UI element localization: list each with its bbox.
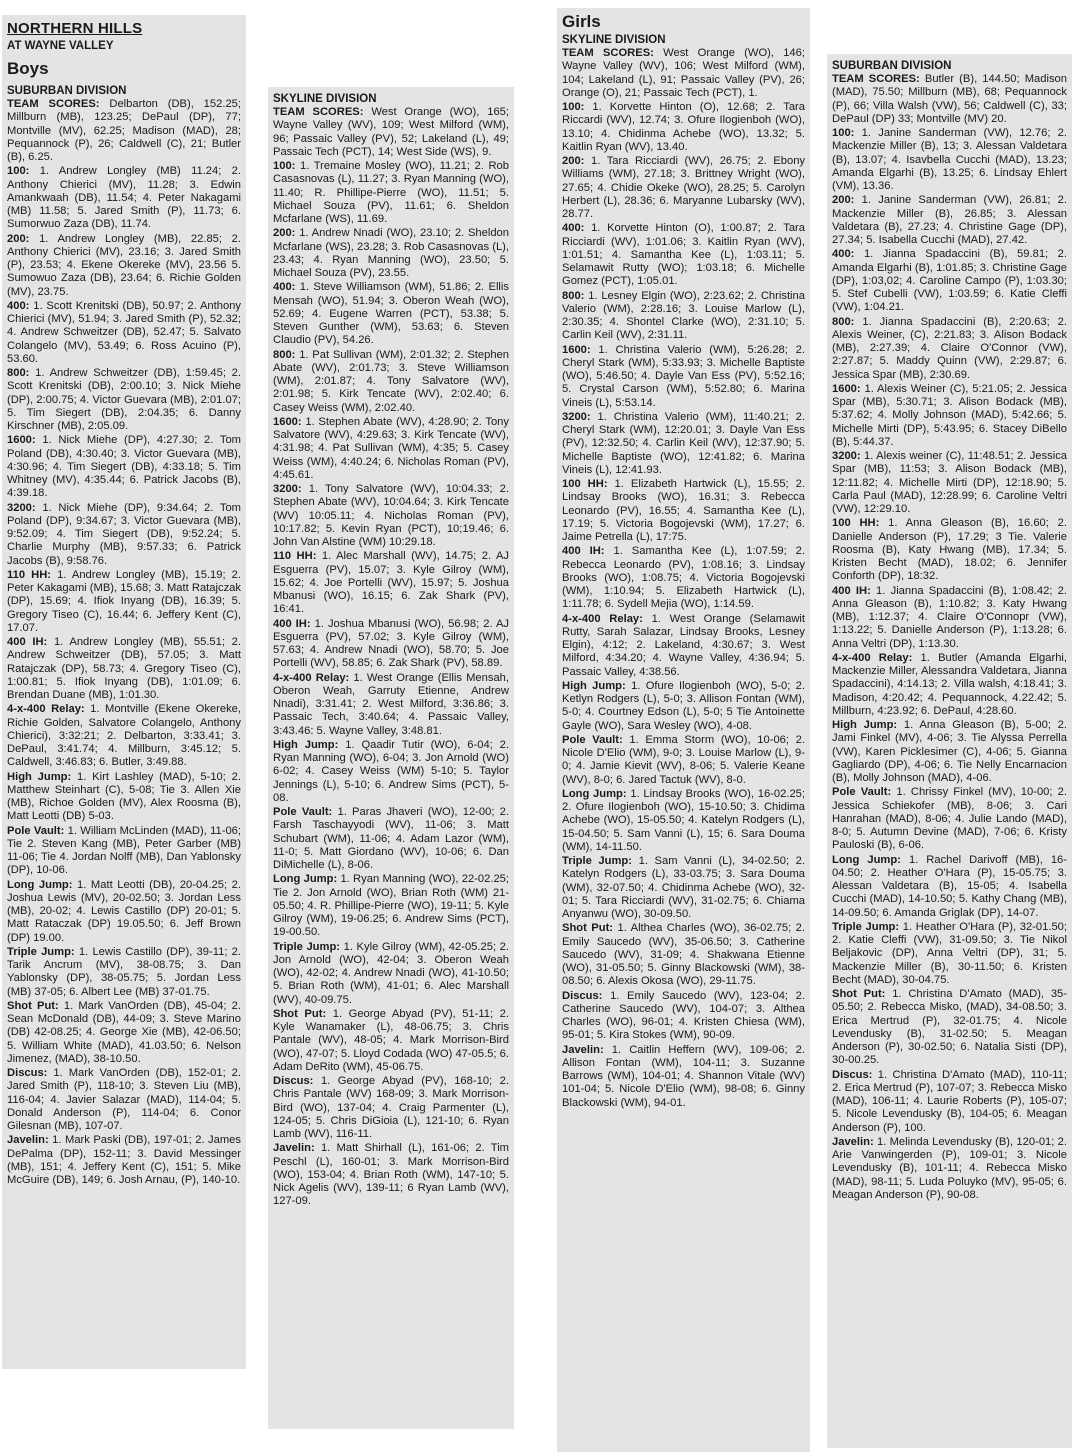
event-label: 110 HH: [273,550,317,563]
event-text: 1. Joshua Mbanusi (WO), 56.98; 2. AJ Esguerra (PV), 57.02; 3. Kyle Gilroy (WM), 57.63; 4. Andrew Nnadi (WO), 58.70; 5. Joe Portelli (WV), 58.85; 6. Zak Shark (PV), 58.89. [273,617,510,670]
event-label: 100: [273,160,296,172]
event-text: 1. Ofure Ilogienboh (WO), 5-0; 2. Ketlyn Rodgers (L), 5-0; 3. Allison Fontan (WM), 5-0; 4. Courtney Edson (L), 5-0; 5 Tie Antoinette Gayle (WO), Sara Wesley (WO), 4-08. [562,679,806,732]
event-result [832,921,1067,987]
event-text: 1. Jianna Spadaccini (B), 2:20.63; 2. Alexis Weiner, (C), 2:21.83; 3. Alison Bodack (MB), 2:27.39; 4. Claire O'Connor (VW), 2:27.87; 5. Maddy Quinn (VW), 2:29.87; 6. Jessica Spar (MB), 2:30.69. [832,315,1068,381]
event-result [273,349,509,415]
event-label: 3200: [7,501,36,514]
event-result [832,450,1067,516]
event-label: 100: [7,165,30,178]
event-label: 110 HH: [7,568,51,581]
boys-suburban-clipping [2,15,246,1369]
event-result [273,739,509,805]
event-text: 1. Ryan Manning (WO), 22-02.25; Tie 2. Jon Arnold (WO), Brian Roth (WM) 21-05.50; 4. R. Phillipe-Pierre (WO), 19-11; 5. Kyle Gilroy (WM), 19-06.25; 6. Andrew Sims (PCT), 19-00.50. [273,873,509,939]
event-result [562,855,805,921]
event-result [273,941,509,1007]
event-result [832,127,1067,193]
event-text: Delbarton (DB), 152.25; Millburn (MB), 123.25; DePaul (DP), 77; Montville (MV), 62.25; Madison (MAD), 28; Pequannock (P), 26; Caldwell (C), 21; Butler (B), 6.25. [7,98,242,163]
event-text: 1. Korvette Hinton (O), 12.68; 2. Tara Riccardi (WV), 12.74; 3. Ofure Ilogienboh (WO), 13.10; 4. Chidinma Achebe (WO), 13.32; 5. Kaitlin Ryan (WV), 13.40. [562,101,805,153]
event-result [273,550,509,616]
event-label: Long Jump: [832,853,901,866]
event-label: High Jump: [7,770,72,783]
event-label: Discus: [832,1068,873,1081]
event-result [7,367,241,433]
event-result [273,227,509,280]
event-label: 200: [273,227,296,240]
event-result [273,672,509,738]
event-text: 1. West Orange (Ellis Mensah, Oberon Weah, Garruty Etienne, Andrew Nnadi), 3:31.41; 2. West Milford, 3:36.86; 3. Passaic Tech, 3:40.64; 4. Passaic Valley, 3:43.46: 5. Wayne Valley, 3:48.81. [273,671,510,737]
event-label: High Jump: [562,679,626,692]
event-text: 1. Matt Shirhall (L), 161-06; 2. Tim Peschl (L), 160-01; 3. Mark Morrison-Bird (WO), 153-04; 4. Brian Roth (WM), 147-10; 5. Nick Agelis (WV), 139-11; 6 Ryan Lamb (WV), 127-09. [273,1142,509,1208]
event-text: 1. Heather O'Hara (P), 32-01.50; 2. Katie Cleffi (VW), 31-09.50; 3. Tie Nikol Beljakovic (DP), Anna Veltri (DP), 31; 5. Mackenzie Miller (B), 30-11.50; 6. Kristen Becht (MAD), 30-04.75. [832,920,1068,986]
event-result [562,101,805,154]
event-result [562,47,805,100]
event-results [7,98,241,1187]
event-result [273,281,509,347]
event-label: Javelin: [273,1142,315,1155]
event-text: 1. Melinda Levendusky (B), 120-01; 2. Arie Vanwingerden (P), 109-01; 3. Nicole Levendusky (B), 101-11; 4. Rebecca Misko (MAD), 98-11; 5. Luda Poluyko (MV), 95-05; 6. Meagan Anderson (P), 90-08. [832,1135,1067,1201]
event-result [7,636,241,702]
event-label: Pole Vault: [832,786,892,799]
event-label: 800: [832,315,855,328]
event-label: 800: [273,348,296,361]
event-label: Pole Vault: [7,824,65,837]
event-label: High Jump: [273,738,339,751]
event-text: 1. Christina D'Amato (MAD), 110-11; 2. Erica Mertrud (P), 107-07; 3. Rebecca Misko (MAD), 106-11; 4. Laurie Roberts (P), 105-07; 5. Nicole Levendusky (B), 104-05; 6. Meagan Anderson (P), 100. [832,1068,1068,1134]
event-label: 3200: [832,450,861,462]
event-label: 400: [562,222,585,235]
event-result [7,233,241,299]
event-label: Triple Jump: [832,920,900,933]
event-result [832,719,1067,785]
event-text: 1. Mark VanOrden (DB), 45-04; 2. Sean McDonald (DB), 44-09; 3. Steve Marino (DB) 42-08.25; 4. George Xie (MB), 42-06.50; 5. William White (MAD), 41.03.50; 6. Nelson Jimenez, (MAD), 38-10.50. [7,999,241,1065]
event-text: 1. Stephen Abate (WV), 4:28.90; 2. Tony Salvatore (WV), 4:29.63; 3. Kirk Tencate (WV), 4:31.98; 4. Pat Sullivan (WM), 4:35; 5. Casey Weiss (WM), 4:40.24; 6. Nicholas Roman (PV), 4:45.61. [273,415,509,481]
event-text: 1. Montville (Ekene Okereke, Richie Golden, Salvatore Colangelo, Anthony Chierici), 3:32:21; 2. Delbarton, 3:33.41; 3. DePaul, 3:41.74; 4. Millburn, 3:45.12; 5. Caldwell, 3:46.83; 6. Butler, 3:49.88. [7,703,242,769]
girls-suburban-clipping [827,54,1072,1448]
division-heading: SUBURBAN DIVISION [7,85,127,97]
event-text: 1. Tara Ricciardi (WV), 26.75; 2. Ebony Williams (WM), 27.18; 3. Brittney Wright (WO), 27.65; 4. Chidie Okeke (WO), 28.25; 5. Carolyn Herbert (L), 28.36; 6. Maryanne Lubarsky (WV), 28.77. [562,155,806,220]
event-text: 1. Qaadir Tutir (WO), 6-04; 2. Ryan Manning (WO), 6-04; 3. Jon Arnold (WO) 6-02; 4. Casey Weiss (WM) 5-10; 5. Taylor Jennings (L), 5-10; 6. Andrew Sims (PCT), 5-08. [273,738,510,804]
event-label: 100: [562,101,585,113]
event-label: 3200: [273,483,302,495]
event-text: 1. Kirt Lashley (MAD), 5-10; 2. Matthew Steinhart (C), 5-08; Tie 3. Allen Xie (MB), Richoe Golden (MV), Alex Roosma (B), Matt Leotti (DB) 5-03. [7,770,242,823]
event-text: 1. Lesney Elgin (WO), 2:23.62; 2. Christina Valerio (WM), 2:28.16; 3. Louise Marlow (L), 2:30.35; 4. Shontel Clarke (WO), 2:31.10; 5. Carlin Keil (WV), 2:31.11. [562,289,805,342]
event-result [562,411,805,477]
event-text: 1. Elizabeth Hartwick (L), 15.55; 2. Lindsay Brooks (WO), 16.31; 3. Rebecca Leonardo (PV), 16.55; 4. Samantha Kee (L), 17.19; 5. Victoria Bogojevski (WM), 17.27; 6. Jaime Petrella (L), 17:75. [562,478,805,543]
event-result [562,155,805,221]
event-label: 400 IH: [7,636,48,648]
event-label: 200: [562,155,585,167]
event-result [273,1075,509,1141]
event-label: 200: [832,194,855,207]
event-result [273,1008,509,1074]
event-text: 1. Pat Sullivan (WM), 2:01.32; 2. Stephen Abate (WV), 2:01.73; 3. Steve Williamson (WM), 2:01.87; 4. Tony Salvatore (WV), 2:01.98; 5. Kirk Tencate (WV), 2:02.40; 6. Casey Weiss (WM), 2:02.40. [273,348,509,414]
event-label: 4-x-400 Relay: [562,612,643,625]
event-text: 1. Andrew Longley (MB), 22.85; 2. Anthony Chierici (MV), 23.16; 3. Jared Smith (P), 23.53; 4. Ekene Okereke (MV), 23.56 5. Sumowuo Zaza (DB), 23.64; 6. Richie Golden (MV), 23.75. [7,232,242,298]
event-text: Butler (B), 144.50; Madison (MAD), 75.50; Millburn (MB), 68; Pequannock (P), 66; Villa Walsh (VW), 56; Caldwell (C), 33; DePaul (DP) 33; Montville (MV) 20. [832,73,1067,125]
event-label: 1600: [273,415,302,428]
event-text: 1. Alec Marshall (WV), 14.75; 2. AJ Esguerra (PV), 15.07; 3. Kyle Gilroy (WM), 15.62; 4. Joe Portelli (WV), 15.97; 5. Joshua Mbanusi (WO), 16.15; 6. Zak Shark (PV), 16:41. [273,550,509,616]
event-result [7,98,241,164]
event-text: 1. Tony Salvatore (WV), 10:04.33; 2. Stephen Abate (WV), 10:04.64; 3. Kirk Tencate (WV) 10:05.11; 4. Nicholas Roman (PV), 10:17.82; 5. Kevin Ryan (PCT), 10;19.46; 6. John Van Alstine (WM) 10:29.18. [273,483,509,548]
event-text: 1. Alexis Weiner (C), 5:21.05; 2. Jessica Spar (MB), 5:30.71; 3. Alison Bodack (MB), 5:37.62; 4. Molly Johnson (MAD), 5:42.66; 5. Michelle Mirti (DP), 5:43.95; 6. Stacey DiBello (B), 5:44.37. [832,382,1067,448]
event-label: 400 IH: [832,584,871,597]
event-label: Shot Put: [273,1007,327,1020]
boys-skyline-clipping [268,87,514,1429]
meet-location: AT WAYNE VALLEY [7,40,114,52]
event-label: 1600: [562,343,591,356]
event-text: 1. Christina Valerio (WM), 5:26.28; 2. Cheryl Stark (WM), 5:33.93; 3. Michelle Baptiste (WO), 5:46.50; 4. Dayle Van Ess (PV), 5:52.16; 5. Crystal Carson (WM), 5:52.80; 6. Marina Vineis (L), 5:53.14. [562,343,806,409]
event-text: 1. Christina D'Amato (MAD), 35-05.50; 2. Rebecca Misko, (MAD), 34-08.50; 3. Erica Mertrud (P), 32-01.75; 4. Nicole Levendusky (B), 31-02.50; 5. Meagan Anderson (P), 30-02.50; 6. Natalia Sisti (DP), 30-00.25. [832,988,1067,1067]
event-text: 1. Lewis Castillo (DP), 39-11; 2. Tarik Ancrum (MV), 38-08.75; 3. Dan Yablonsky (DP), 38-05.75; 5. Jordan Less (MB) 37-05; 6. Albert Lee (MB) 37-01.75. [7,945,242,998]
event-text: 1. Nick Miehe (DP), 4:27.30; 2. Tom Poland (DB), 4:30.40; 3. Victor Guevara (MB), 4:30.96; 4. Tim Siegert (DB), 4:33.18; 5. Tim Whitney (MV), 4:35.44; 6. Patrick Jacobs (B), 4:39.18. [7,434,241,500]
event-label: Triple Jump: [273,940,341,953]
event-label: Discus: [273,1075,314,1087]
event-text: 1. Matt Leotti (DB), 20-04.25; 2. Joshua Lewis (MV), 20-02.50; 3. Jordan Less (MB), 20-02; 4. Lewis Castillo (DP) 20-01; 5. Matt Rataczak (DP) 19.05.50; 6. Jeff Brown (DP) 19.00. [7,878,241,944]
event-label: 4-x-400 Relay: [7,703,85,716]
event-result [7,1067,241,1133]
event-text: 1. Mark Paski (DB), 197-01; 2. James DePalma (DP), 152-11; 3. David Messinger (MB), 151; 4. Jeffery Kent (C), 151; 5. Mike McGuire (DB), 149; 6. Josh Arnau, (P), 140-10. [7,1134,241,1186]
event-result [832,316,1067,382]
event-text: 1. Steve Williamson (WM), 51.86; 2. Ellis Mensah (WO), 51.94; 3. Oberon Weah (WO), 52.69; 4. Eugene Warren (PCT), 53.38; 5. Steven Gunther (WM), 53.63; 6. Steven Claudio (PV), 54.26. [273,281,509,347]
event-result [562,613,805,679]
event-result [832,517,1067,583]
event-result [832,1136,1067,1202]
event-text: 1. Anna Gleason (B), 16.60; 2. Danielle Anderson (P), 17.29; 3 Tie. Valerie Roosma (B), Katy Hwang (MB), 17.34; 5. Kristen Becht (MAD), 18.02; 6. Jennifer Conforth (DP), 18:32. [832,517,1067,583]
event-result [562,344,805,410]
event-label: Shot Put: [7,999,59,1012]
event-label: 200: [7,232,30,245]
meet-title: NORTHERN HILLS [7,20,143,37]
division-heading: SKYLINE DIVISION [273,93,377,105]
event-text: 1. Andrew Nnadi (WO), 23.10; 2. Sheldon Mcfarlane (WS), 23.28; 3. Rob Casasnovas (L), 23.43; 4. Ryan Manning (WO), 23.50; 5. Michael Souza (PV), 23.55. [273,227,510,279]
division-heading: SKYLINE DIVISION [562,34,666,46]
event-result [562,222,805,288]
event-result [562,734,805,787]
event-label: Pole Vault: [562,733,623,746]
event-text: 1. Andrew Longley (MB), 15.19; 2. Peter Kakagami (MB), 15.68; 3. Matt Ratajczak (DP), 15.69; 4. Ifiok Inyang (DB), 16.39; 5. Gregory Tiseo (C), 16.44; 6. Jeffery Kent (C), 17.07. [7,568,242,634]
event-result [562,922,805,988]
event-text: 1. Christina Valerio (WM), 11:40.21; 2. Cheryl Stark (WM), 12:20.01; 3. Dayle Van Ess (PV), 12:32.50; 4. Carlin Keil (WV), 12:37.90; 5. Michelle Baptiste (WO), 12:41.82; 6. Marina Vineis (L), 12:41.93. [562,410,805,476]
event-text: 1. Andrew Longley (MB), 55.51; 2. Andrew Schweitzer (DB), 57.05; 3. Matt Ratajczak (DP), 58.73; 4. Gregory Tiseo (C), 1:00.81; 5. Ifiok Inyang (DB), 1:01.09; 6. Brendan Duane (MB), 1:01.30. [7,636,241,701]
event-label: 4-x-400 Relay: [273,671,350,684]
event-label: 400 IH: [273,617,311,630]
event-result [7,1000,241,1066]
event-result [273,806,509,872]
event-text: 1. Sam Vanni (L), 34-02.50; 2. Katelyn Rodgers (L), 33-03.75; 3. Sara Douma (WM), 32-07.50; 4. Chidinma Achebe (WO), 32-01; 5. Tara Ricciardi (WV), 31-02.75; 6. Chiama Anyanwu (WO), 30-09.50. [562,855,806,920]
event-text: 1. Tremaine Mosley (WO), 11.21; 2. Rob Casasnovas (L), 11.27; 3. Ryan Manning (WO), 11.40; R. Phillipe-Pierre (WO), 11.51; 5. Michael Souza (PV), 11.61; 6. Sheldon Mcfarlane (WS), 11.69. [273,160,509,225]
event-result [7,771,241,824]
event-label: 100: [832,127,855,139]
event-text: 1. Chrissy Finkel (MV), 10-00; 2. Jessica Schiekofer (MB), 8-06; 3. Cari Hanrahan (MAD), 8-06; 4. Julie Lando (MAD), 8-0; 5. Autumn Devine (MAD), 7-06; 6. Kristy Pauloski (B), 6-06. [832,786,1067,852]
event-result [273,618,509,671]
event-text: 1. Caitlin Heffern (WV), 109-06; 2. Allison Fontan (WM), 104-11; 3. Suzanne Barrows (WM), 104-01; 4. Shannon Vitale (WV) 101-04; 5. Nicole D'Elio (WM), 98-08; 6. Ginny Blackowski (WM), 94-01. [562,1043,805,1109]
event-result [562,1044,805,1110]
event-result [7,165,241,231]
event-result [273,1142,509,1208]
event-label: TEAM SCORES: [562,47,654,59]
event-text: 1. Emma Storm (WO), 10-06; 2. Nicole D'Elio (WM), 9-0; 3. Louise Marlow (L), 9-0; 4. Jamie Kievit (WV), 8-06; 5. Valerie Keane (WV), 8-0; 6. Jared Tactuk (WV), 8-0. [562,733,805,786]
event-result [7,434,241,500]
event-text: West Orange (WO), 165; Wayne Valley (WV), 109; West Milford (WM), 96; Passaic Valley (PV), 52; Lakeland (L), 49; Passaic Tech (PCT), 14; West Side (WS), 9. [273,106,509,158]
event-result [273,106,509,159]
event-result [7,569,241,635]
event-label: Long Jump: [562,787,627,800]
event-text: 1. George Abyad (PV), 51-11; 2. Kyle Wanamaker (L), 48-06.75; 3. Chris Pantale (WV), 48-05; 4. Mark Morrison-Bird (WO), 47-07; 5. Lloyd Codada (WO) 47-05.5; 6. Adam DeRito (WM), 45-06.75. [273,1007,509,1073]
division-heading: SUBURBAN DIVISION [832,60,952,72]
event-result [562,545,805,611]
event-label: Discus: [7,1067,48,1079]
event-result [273,416,509,482]
event-label: Triple Jump: [7,945,75,958]
event-result [7,879,241,945]
event-result [562,478,805,544]
event-label: 400 IH: [562,545,605,558]
event-text: 1. Mark VanOrden (DB), 152-01; 2. Jared Smith (P), 118-10; 3. Steven Liu (MB), 116-04; 4. Javier Salazar (MAD), 114-04; 5. Donald Anderson (P), 114-04; 6. Conor Gilesnan (MB), 107-07. [7,1067,242,1132]
event-text: 1. Althea Charles (WO), 36-02.75; 2. Emily Saucedo (WV), 35-06.50; 3. Catherine Saucedo (WV), 31-09; 4. Shakwana Etienne (WO), 31-05.50; 5. Ginny Blackowski (WM), 38-08.50; 6. Alexis Okosa (WO), 29-11.75. [562,922,806,988]
event-result [832,585,1067,651]
event-result [7,946,241,999]
event-text: 1. Paras Jhaveri (WO), 12-00; 2. Farsh Taschayyodi (WV), 11-06; 3. Matt Schubart (WM), 11-06; 4. Adam Lazor (WM), 11-0; 5. Matt Giordano (WV), 10-06; 6. Dan DiMichelle (L), 8-06. [273,806,509,871]
event-text: 1. Samantha Kee (L), 1:07.59; 2. Rebecca Leonardo (PV), 1:08.16; 3. Lindsay Brooks (WO), 1:08.75; 4. Victoria Bogojevski (WM), 1:10.94; 5. Elizabeth Hartwick (L), 1:11.78; 6. Sydell Mejia (WO), 1:14.59. [562,545,806,611]
event-result [832,652,1067,718]
event-result [832,383,1067,449]
event-text: 1. Andrew Longley (MB) 11.24; 2. Anthony Chierici (MV), 11.28; 3. Edwin Amankwaah (DB), 11.54; 4. Peter Nakagami (MB) 11.58; 5. Jared Smith (P), 11.73; 6. Sumorwuo Zaza (DB), 11.74. [7,165,241,231]
event-results [273,106,509,1209]
event-label: Shot Put: [562,922,614,935]
event-text: 1. West Orange (Selamawit Rutty, Sarah Salazar, Lindsay Brooks, Lesney Elgin), 4:12; 2. Lakeland, 4:30.67; 3. West Milford, 4:34.20; 4. Wayne Valley, 4:36.94; 5. Passaic Valley, 4:38.56. [562,612,805,678]
event-result [562,290,805,343]
event-text: 1. Kyle Gilroy (WM), 42-05.25; 2. Jon Arnold (WO), 42-04; 3. Oberon Weah (WO), 42-02; 4. Andrew Nnadi (WO), 41-10.50; 5. Brian Roth (WM), 41-01; 6. Alec Marshall (WV), 40-09.75. [273,940,509,1006]
event-text: 1. Janine Sanderman (VW), 12.76; 2. Mackenzie Miller (B), 13; 3. Alessan Valdetara (B), 13.07; 4. Isavbella Cucchi (MAD), 13.23; Amanda Elgarhi (B), 13.25; 6. Lindsay Ehlert (VM), 13.36. [832,127,1067,192]
event-result [7,825,241,878]
event-label: Triple Jump: [562,855,632,867]
event-text: 1. George Abyad (PV), 168-10; 2. Chris Pantale (WV) 168-09; 3. Mark Morrison-Bird (WO), 137-04; 4. Craig Parmenter (L), 124-05; 5. Chris DiGioia (L), 121-10; 6. Ryan Lamb (WV), 116-11. [273,1075,509,1140]
event-result [7,502,241,568]
event-label: 1600: [7,434,36,447]
event-label: 400: [7,299,30,312]
event-text: 1. Korvette Hinton (O), 1:00.87; 2. Tara Ricciardi (WV), 1:01.06; 3. Kaitlin Ryan (WV), 1:01.51; 4. Samantha Kee (L), 1:03.11; 5. Selamawit Rutty (WO); 1:03.18; 6. Michelle Gomez (PCT), 1:05.01. [562,222,805,288]
girls-heading: Girls [562,12,601,31]
event-label: Long Jump: [7,878,73,891]
event-result [273,873,509,939]
event-label: TEAM SCORES: [7,98,100,110]
event-result [562,788,805,854]
event-text: 1. Jianna Spadaccini (B), 59.81; 2. Amanda Elgarhi (B), 1:01.85; 3. Christine Gage (DP), 1:03,02; 4. Caroline Campo (P), 1:03.30; 5. Stef Cubelli (VW), 1:03.59; 6. Katie Cleffi (VW), 1:04.21. [832,248,1068,314]
event-label: TEAM SCORES: [273,106,364,118]
event-result [273,160,509,226]
event-result [7,703,241,769]
event-label: 400: [273,281,296,294]
event-result [832,73,1067,126]
event-result [832,988,1067,1068]
event-text: 1. Lindsay Brooks (WO), 16-02.25; 2. Ofure Ilogienboh (WO), 15-10.50; 3. Chidima Achebe (WO), 15-05.50; 4. Katelyn Rodgers (L), 15-04.50; 5. Sam Vanni (L), 15; 6. Sara Douma (WM), 14-11.50. [562,787,805,853]
girls-skyline-clipping [557,8,810,1452]
event-label: 400: [832,248,855,261]
event-result [832,786,1067,852]
event-text: West Orange (WO), 146; Wayne Valley (WV), 106; West Milford (WM), 104; Lakeland (L), 91; Passaic Valley (PV), 26; Orange (O), 21; Passaic Tech (PCT), 1. [562,47,805,99]
event-result [7,300,241,366]
event-result [832,194,1067,247]
event-results [562,47,805,1110]
event-text: 1. Andrew Schweitzer (DB), 1:59.45; 2. Scott Krenitski (DB), 2:00.10; 3. Nick Miehe (DP), 2:00.75; 4. Victor Guevara (MB), 2:01.07; 5. Tim Siegert (DB), 2:04.35; 6. Danny Kirschner (MB), 2:05.09. [7,367,242,432]
event-label: Pole Vault: [273,806,333,818]
event-label: 3200: [562,410,591,423]
event-result [832,248,1067,314]
event-text: 1. Anna Gleason (B), 5-00; 2. Jami Finkel (MV), 4-06; 3. Tie Alyssa Perrella (VW), Karen Picklesimer (C), 4-06; 5. Gianna Gagliardo (DP), 4-06; 6. Tie Nelly Encarnacion (B), Molly Johnson (MAD), 4-06. [832,719,1068,784]
event-label: Shot Put: [832,988,886,1000]
event-result [832,854,1067,920]
event-label: 4-x-400 Relay: [832,651,913,664]
event-text: 1. Rachel Darivoff (MB), 16-04.50; 2. Heather O'Hara (P), 15-05.75; 3. Alessan Valdetara (B), 15-05; 4. Isabella Cucchi (MAD), 14-10.50; 5. Kathy Chang (MB), 14-09.50; 6. Amanda Griglak (DP), 14-07. [832,853,1067,919]
event-text: 1. Butler (Amanda Elgarhi, Mackenzie Miller, Alessandra Valdetara, Jianna Spadaccini), 4:14.13; 2. Villa walsh, 4:18.41; 3. Madison, 4:20.42; 4. Pequannock, 4.22.42; 5. Millburn, 4:23.92; 6. DePaul, 4:28.60. [832,651,1068,717]
event-label: TEAM SCORES: [832,73,920,85]
event-label: High Jump: [832,719,898,731]
event-result [562,990,805,1043]
boys-heading: Boys [7,59,49,78]
event-result [562,680,805,733]
event-result [832,1069,1067,1135]
event-text: 1. William McLinden (MAD), 11-06; Tie 2. Steven Kang (MB), Peter Garber (MB) 11-06; Tie 4. Jordan Nolff (MB), Dan Yablonsky (DP), 10-06. [7,824,242,877]
event-text: 1. Nick Miehe (DP), 9:34.64; 2. Tom Poland (DP), 9:34.67; 3. Victor Guevara (MB), 9:52.09; 4. Tim Siegert (DB), 9:52.24; 5. Charlie Murphy (MB), 9:57.33; 6. Patrick Jacobs (B), 9:58.76. [7,501,241,567]
event-label: 100 HH: [832,517,880,530]
event-label: 800: [562,289,585,302]
event-text: 1. Jianna Spadaccini (B), 1:08.42; 2. Anna Gleason (B), 1:10.82; 3. Katy Hwang (MB), 1:12.37; 4. Claire O'Connopr (VW), 1:13.22; 5. Danielle Anderson (P), 1:13.28; 6. Anna Veltri (DP), 1:13.30. [832,584,1068,650]
event-label: Javelin: [7,1134,49,1147]
event-result [7,1134,241,1187]
event-label: Javelin: [562,1043,604,1056]
event-label: Long Jump: [273,873,338,886]
event-text: 1. Alexis weiner (C), 11:48.51; 2. Jessica Spar (MB), 11:53; 3. Alison Bodack (MB), 12:11.82; 4. Michelle Mirti (DP), 12:18.90; 5. Carla Paul (MAD), 12:28.99; 6. Caroline Veltri (VW), 12:29.10. [832,450,1068,515]
event-label: 800: [7,367,30,379]
event-text: 1. Emily Saucedo (WV), 123-04; 2. Catherine Saucedo (WV), 104-07; 3. Althea Charles (WO), 96-01; 4. Kristen Chiesa (WM), 95-01; 5. Kira Stokes (WM), 90-09. [562,989,805,1042]
event-label: 1600: [832,382,861,395]
event-text: 1. Janine Sanderman (VW), 26.81; 2. Mackenzie Miller (B), 26.85; 3. Alessan Valdetara (B), 27.23; 4. Christine Gage (DP), 27.34; 5. Isabella Cucchi (MAD), 27.42. [832,194,1067,246]
event-label: 100 HH: [562,478,608,490]
event-text: 1. Scott Krenitski (DB), 50.97; 2. Anthony Chierici (MV), 51.94; 3. Jared Smith (P), 52.32; 4. Andrew Schweitzer (DB), 52.47; 5. Salvato Colangelo (MV), 53.49; 6. Ross Acuino (P), 53.60. [7,299,241,365]
event-result [273,483,509,549]
event-label: Discus: [562,989,603,1002]
event-results [832,73,1067,1202]
event-label: Javelin: [832,1135,874,1148]
